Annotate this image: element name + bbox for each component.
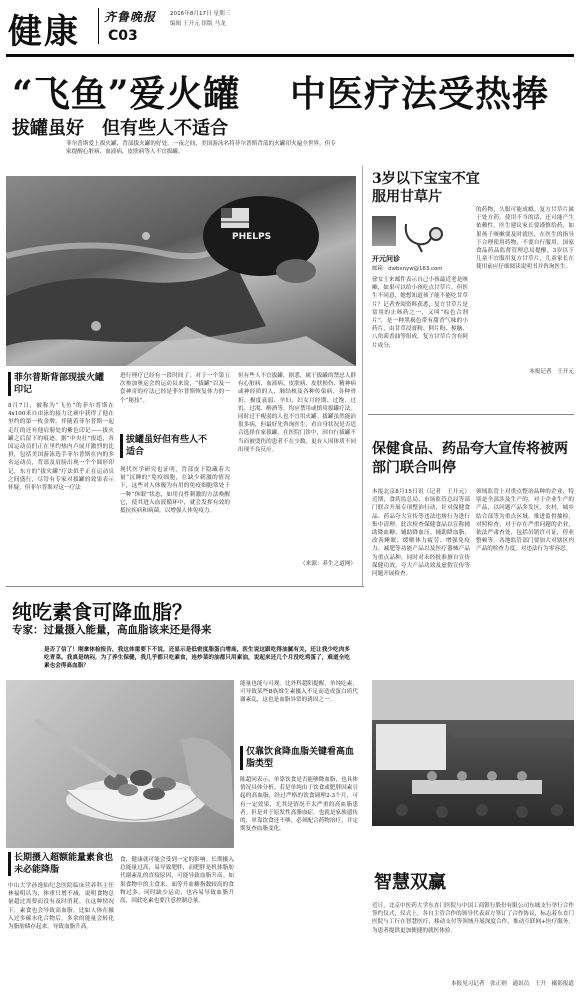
kids-author-photo [372,216,396,246]
issue-date: 2016年8月17日 星期三 [170,11,231,17]
kids-illustration [400,220,454,254]
lead-col1-subtitle: 菲尔普斯背部现拔火罐印记 [8,372,112,396]
kids-bottom-rule [368,414,574,415]
masthead-rule [6,54,574,57]
food-title: 保健食品、药品夸大宣传将被两部门联合叫停 [372,441,568,476]
lead-intro: 菲尔普斯爱上拔火罐，背部拔火罐的好处。一夜之间，美国游泳名将菲尔普斯背部的火罐印火遍全世界，但专家提醒心脏病、血液病，皮肤病等人不宜拔罐。 [66,141,336,156]
kids-author-label: 开元问诊 [372,255,400,263]
veg-col3-text: 陈超同表示，单靠饮食是否能够降血脂，也具体情况具体分析。若是单纯由于饮食或肥胖因素引起的高血脂，经过严格的饮食调理2-3个月，可有一定效果，尤其是情况不太严重的高血脂患者。但是对于原发性高脂血症，也就是家族遗传的，单靠饮食还不够，必须配合药物治疗，并定期复查血脂变化。 [240,777,358,833]
masthead [0,0,580,50]
main-divider-lower [6,586,364,587]
veg-intro: 是否了信了！刚拿体检报告，我这体重要下不说，还显示是低密度脂蛋白增高，医生说这跟吃得油腻有关，还让我少吃肉多吃青菜。我真是纳闷，为了养生保健，我几乎都只吃素食，连炒菜的油都只用素油，说起来还几个月没吃鸡蛋了，难道全吃素也会得高血脂？ [44,647,350,670]
ceremony-title: 智慧双赢 [374,872,446,893]
ceremony-text: 近日，北京中医药大学东直门医院与中国工商银行股份有限公司东城支行举行合作签约仪式，仪式上，各自主管合作的领导代表双方签订了合作协议，标志着东直门医院与工行在智慧医疗、移动支付等领域开展深度合作，推动互联网+医疗服务，为患者提供更加便捷的就医体验。 [372,903,574,934]
lead-col2-text2: 现代医学研究也证明，背部皮下隐藏着大量“沉睡的”免疫细胞，在缺少刺激的情况下，这些对人体极为有用的免疫细胞常处于一种“休眠”状态，如用良性刺激的方法唤醒它，使其进入血液循环中，就会发挥有效的抵抗疾病和病菌，以增强人体免疫力。 [120,467,230,515]
veg-col1-text: 中山大学孙逸仙纪念医院临床营养科主任林福明认为，体重只增不减，说明食物总量超过需要而没有及时消耗。在这种情况下，素食也会导致高血脂。比如人体在摄入过多碳水化合物后，多余的能量会转化为脂肪储存起来，导致血脂升高。 [8,883,114,931]
lead-subhead: 拔罐虽好 但有些人不适合 [12,118,228,139]
lead-headline-left: “飞鱼”爱火罐 [12,73,241,115]
veg-col3-top: 能量也能与可观。比外科超阳提醒，单纯吃素，可导致某些B族维生素摄入不足而造成蛋白质代谢紊乱，这也是血脂异常的诱因之一。 [240,681,358,704]
lead-source: （来源：养生之道网） [300,561,356,567]
kids-title: 3岁以下宝宝不宜服用甘草片 [372,171,480,205]
lead-headline-right: 中医疗法受热捧 [290,73,550,115]
lead-col2-subtitle: 拔罐虽好但有些人不适合 [120,434,210,458]
lead-col1-text: 8月7日，被称为“飞鱼”的菲尔普斯在4x100米自由泳的接力比赛中获得了他在里约的第一枚金牌。伴随着菲尔普斯一起走红的还有他肩膀处的紫色印记——拔火罐之后留下的痕迹。据“中央社”报道，各国运动员们正在里约热内卢展开激烈的比拼，包括美国游泳选手菲尔普斯在内的多名运动员，背部及肩膀出现一个个圆形印记，东方的“拔火罐”疗法似乎正在运动员之间盛行，尽管有专家对拔罐的效果表示怀疑，但菲尔普斯对这一疗法 [8,403,114,492]
ceremony-photo [372,680,574,826]
veg-title: 纯吃素食可降血脂？ [12,600,192,624]
section-title: 健康 [8,12,80,52]
kids-col2-text: 的药物，久服可能成瘾。复方甘草片属于处方药，使用不当的话，还可能产生依赖性。医生建议家长要谨慎给药，如果孩子咳嗽要及时就医，在医生的指导下合理使用药物，不要自行服用。国家食品药品监督管理总局提醒，3岁以下儿童不宜服用复方甘草片，儿童家长在使用前应仔细阅读说明书并咨询医生。 [476,207,574,271]
nuts-photo [6,680,234,848]
food-col1-text: 本报北京8月15日讯（记者 王开元）近期，食药监总局、市场监管总局等部门联合开展专项整治行动，针对保健食品、药品夸大宣传等违法违规行为进行集中清理。此次检查保健食品以宣称辅助降血糖、辅助降血压、辅助降血脂、改善睡眠、缓解体力疲劳、增强免疫力、减肥等功能产品以及医疗器械产品为重点品种，同时对未经批准擅自宣传保健功效，夸大产品功效及虚假宣传等问题开展检查。 [372,489,470,578]
kids-col1-text: 徐女士来邮件表示自己小孩最近老是咳嗽，如果可以给小孩吃点甘草片，但医生不同意，她想知道孩子能不能吃甘草片？记者查阅资料获悉，复方甘草片是常用的止咳药之一，又叫“棕色合剂片”，是一种黑褐色带有甜香气味的小药片，由甘草浸膏粉、阿片粉、樟脑、八角茴香油等组成。复方甘草片含有阿片成分， [372,277,468,349]
lead-col2-text: 进行理疗已经有一段时间了。对于一个第五次参加奥运会的运动员来说，“拔罐”以及一套神奇的疗法已经是菲尔普斯恢复体力的一个“秘技”。 [120,373,230,404]
veg-sub1: 长期摄入超额能量素食也未必能降脂 [8,852,118,876]
swimmer-photo [6,176,356,366]
veg-col2-text: 食，健康就可能会受到一定的影响。长期摄入总能量过高，易导致肥胖，而肥胖是机体脂肪代谢紊乱的直接原因，可能导致血脂升高。如果食物中的主食米、面等升血糖指数较高的食物过多，同时缺少运动，也容易导致血脂升高，因此吃素也要注意控制总量。 [120,857,234,905]
kids-email: 邮箱：dwbxnyw@163.com [372,266,443,272]
stethoscope-icon [400,220,454,254]
veg-subtitle: 专家：过量摄入能量，高血脂该来还是得来 [12,624,212,636]
kids-reporter: 本报记者 王开元 [529,369,574,375]
lead-col3-text: 但有些人不宜拔罐，据悉，属于拔罐的禁忌人群有心脏病、血液病、皮肤病、皮肤损伤、精神病或神经质的人、肺结核及各种传染病、各种骨折、极度衰弱、孕妇、妇女月经期、过饱、过饥、过渴、醉酒等，均应禁用或慎用拔罐疗法。同时过于瘦弱的人也不宜用火罐。拔罐虽然能治很多病，但最好先咨询医生，看自身状况是否适合选择在家拔罐。在医院门诊中，因自行拔罐不当而被烫伤的患者不在少数，更有人因体质不同出现不良反应。 [238,373,356,453]
nuts-bowl-illustration [6,680,234,848]
veg-sub2: 仅靠饮食降血脂关键看高血脂类型 [240,746,358,770]
masthead-divider [98,8,99,44]
swimmer-illustration [6,176,356,366]
column-divider [362,166,363,586]
swim-cap-text: PHELPS [232,232,272,242]
paper-logo: 齐鲁晚报 [104,10,157,24]
food-col2-text: 领域监管上对重点整治品种的企业、特别是全部涉及生产的，对于企业生产的产品，以问题产品多发区，农村，城乡结合部等为重点区域。推进监督抽检，对照检查，对于存在严重问题的企业，依法严肃查处，包括吊销许可证，停业整顿等。各地监管部门要加大对辖区内产品的检查力度，对违法行为零容忍。 [476,489,574,553]
page-number: C03 [108,28,138,44]
ceremony-illustration [372,680,574,826]
ceremony-reporter: 本报见习记者 张正则 通讯员 王升 摄影报道 [450,981,574,987]
editors-line: 编辑 王开元 组版 马龙 [170,21,226,27]
